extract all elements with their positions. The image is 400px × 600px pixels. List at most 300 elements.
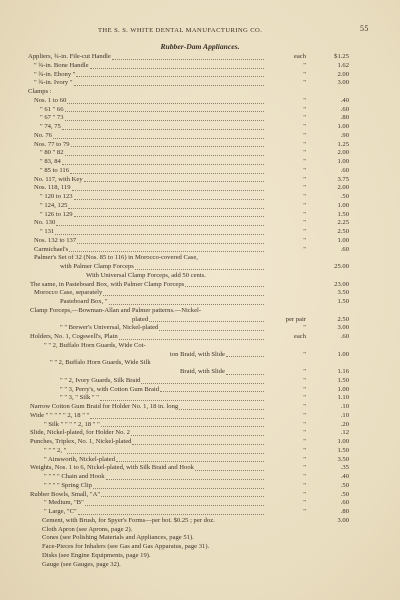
item-text: Holders, No. 1, Cogswell's, Plain xyxy=(30,333,118,340)
unit-mark: each xyxy=(293,333,306,340)
item-label xyxy=(42,517,306,526)
item-text: " 67 " 73 xyxy=(40,114,64,122)
unit-mark: " xyxy=(303,149,306,157)
price-row xyxy=(0,543,400,552)
item-label xyxy=(50,359,392,368)
item-label xyxy=(60,298,266,307)
price-row xyxy=(0,219,400,228)
dot-leader xyxy=(56,224,264,226)
item-label xyxy=(44,447,266,456)
item-price: 2.50 xyxy=(337,228,349,235)
price-row xyxy=(0,123,400,132)
item-label xyxy=(28,53,266,62)
item-label xyxy=(40,211,266,220)
item-text: " ¾-in. Ebony " xyxy=(34,70,76,78)
item-text: " 61 " 66 xyxy=(40,105,64,113)
item-label xyxy=(34,79,266,88)
unit-mark: " xyxy=(303,166,306,174)
price-row xyxy=(0,202,400,211)
dot-leader xyxy=(195,469,264,471)
item-text: Clamp Forceps,—Bowman-Allan and Palmer patterns.—Nickel- xyxy=(30,306,202,314)
unit-mark: " xyxy=(303,79,306,87)
unit-mark: " xyxy=(303,236,306,244)
item-label xyxy=(44,499,266,508)
item-text: Slide, Nickel-plated, for Holder No. 2 xyxy=(30,429,130,437)
item-text: Appliers, ¾-in. File-cut Handle xyxy=(28,53,111,60)
price-row xyxy=(0,114,400,123)
price-row xyxy=(0,517,400,526)
item-label xyxy=(60,386,266,395)
item-text: No. 130 xyxy=(34,219,56,227)
price-row xyxy=(0,464,400,473)
item-text: " 131 xyxy=(40,228,55,235)
page-header xyxy=(0,24,400,38)
dot-leader xyxy=(70,172,264,174)
price-row xyxy=(0,53,400,62)
item-price: 1.50 xyxy=(337,376,349,384)
unit-mark: " xyxy=(303,490,306,498)
item-text: " 83, 84 xyxy=(40,158,61,165)
price-row xyxy=(0,456,400,465)
item-price: .90 xyxy=(340,131,349,139)
item-label xyxy=(44,456,266,465)
dot-leader xyxy=(226,355,264,357)
item-price: .60 xyxy=(340,105,349,113)
dot-leader xyxy=(101,495,264,497)
price-row xyxy=(0,403,400,412)
item-text: " " 2, Ivory Guards, Silk Braid xyxy=(60,376,141,384)
item-text: ton Braid, with Slide xyxy=(170,350,225,358)
item-price: .60 xyxy=(340,166,349,174)
item-price: .80 xyxy=(340,508,349,515)
dot-leader xyxy=(76,75,264,77)
unit-mark: " xyxy=(303,105,306,113)
price-list xyxy=(0,53,400,569)
item-price: .50 xyxy=(340,481,349,489)
item-text: " 124, 125 xyxy=(40,201,68,209)
price-row xyxy=(0,158,400,167)
item-text: Disks (see Engine Equipments, page 19). xyxy=(42,551,151,559)
item-label xyxy=(60,263,266,272)
price-row xyxy=(0,246,400,255)
item-label xyxy=(42,526,392,535)
item-label xyxy=(34,289,266,298)
item-price: 1.00 xyxy=(337,236,349,244)
unit-mark: " xyxy=(303,324,306,332)
unit-mark: " xyxy=(303,455,306,463)
price-row xyxy=(0,482,400,491)
item-text: Cloth Apron (see Aprons, page 2). xyxy=(42,525,133,533)
unit-mark: " xyxy=(303,376,306,384)
price-row xyxy=(0,447,400,456)
unit-mark: " xyxy=(303,131,306,139)
price-row xyxy=(0,88,400,97)
item-price: 1.00 xyxy=(337,350,349,358)
item-label xyxy=(44,508,266,517)
dot-leader xyxy=(74,198,264,200)
item-price: 1.00 xyxy=(337,438,349,445)
item-price: 2.00 xyxy=(337,184,349,192)
price-row xyxy=(0,342,400,351)
unit-mark: " xyxy=(303,394,306,402)
price-row xyxy=(0,71,400,80)
price-row xyxy=(0,526,400,535)
item-label xyxy=(34,132,266,141)
dot-leader xyxy=(159,329,264,331)
item-text: Face-Pieces for Inhalers (see Gas and Gas Apparatus, page 31). xyxy=(42,543,210,550)
item-price: 2.25 xyxy=(337,219,349,227)
item-label xyxy=(34,219,266,228)
unit-mark: each xyxy=(293,53,306,60)
item-label xyxy=(30,333,266,342)
dot-leader xyxy=(65,154,264,156)
item-label xyxy=(34,184,266,193)
dot-leader xyxy=(149,320,264,322)
price-row xyxy=(0,79,400,88)
item-price: .12 xyxy=(340,429,349,437)
dot-leader xyxy=(101,425,264,427)
dot-leader xyxy=(160,390,264,392)
dot-leader xyxy=(78,513,264,515)
item-label xyxy=(34,71,266,80)
unit-mark: " xyxy=(303,114,306,122)
dot-leader xyxy=(106,478,264,480)
item-text: Palmer's Set of 32 (Nos. 85 to 116) in Morocco-covered Case, xyxy=(34,254,198,262)
unit-mark: per pair xyxy=(285,315,306,323)
item-price: .60 xyxy=(340,333,349,340)
item-text: Carmichael's xyxy=(34,245,69,253)
item-price: 23.00 xyxy=(334,280,349,288)
dot-leader xyxy=(74,215,264,217)
price-row xyxy=(0,359,400,368)
item-label xyxy=(40,202,266,211)
price-row xyxy=(0,228,400,237)
item-label xyxy=(40,193,266,202)
item-text: Weights, Nos. 1 to 6, Nickel-plated, with Silk Braid and Hook xyxy=(30,464,194,472)
item-label xyxy=(34,246,266,255)
unit-mark: " xyxy=(303,411,306,419)
item-price: 1.16 xyxy=(337,368,349,375)
price-row xyxy=(0,62,400,71)
unit-mark: " xyxy=(303,175,306,183)
price-row xyxy=(0,333,400,342)
item-text: " " 2, Buffalo Horn Guards, Wide Cot- xyxy=(44,341,146,349)
dot-leader xyxy=(119,338,264,340)
item-label xyxy=(40,106,266,115)
item-label xyxy=(30,281,266,290)
item-label xyxy=(60,377,266,386)
item-price: 2.00 xyxy=(337,149,349,157)
item-text: Gauge (see Gauges, page 32). xyxy=(42,560,121,568)
item-price: .10 xyxy=(340,411,349,419)
item-text: " 120 to 123 xyxy=(40,193,73,200)
dot-leader xyxy=(67,102,264,104)
price-row xyxy=(0,167,400,176)
unit-mark: " xyxy=(303,96,306,104)
unit-mark: " xyxy=(303,385,306,393)
price-row xyxy=(0,263,400,272)
price-row xyxy=(0,377,400,386)
dot-leader xyxy=(71,145,264,147)
item-price: 1.62 xyxy=(337,61,349,69)
item-text: Nos. 132 to 137 xyxy=(34,236,77,244)
item-label xyxy=(40,167,266,176)
item-price: .60 xyxy=(340,499,349,507)
price-row xyxy=(0,97,400,106)
item-price: 1.00 xyxy=(337,158,349,165)
item-price: .60 xyxy=(340,245,349,253)
price-row xyxy=(0,473,400,482)
dot-leader xyxy=(131,434,264,436)
price-row xyxy=(0,386,400,395)
price-row xyxy=(0,176,400,185)
price-row xyxy=(0,429,400,438)
unit-mark: " xyxy=(303,368,306,375)
item-label xyxy=(44,473,266,482)
dot-leader xyxy=(65,110,264,112)
item-price: 3.00 xyxy=(337,516,349,524)
price-row xyxy=(0,499,400,508)
unit-mark: " xyxy=(303,420,306,428)
dot-leader xyxy=(90,417,264,419)
item-label xyxy=(132,316,266,325)
unit-mark: " xyxy=(303,61,306,69)
price-row xyxy=(0,193,400,202)
item-price: .40 xyxy=(340,473,349,480)
unit-mark: " xyxy=(303,499,306,507)
dot-leader xyxy=(112,58,264,60)
unit-mark: " xyxy=(303,210,306,218)
price-row xyxy=(0,254,400,263)
dot-leader xyxy=(103,294,264,296)
price-row xyxy=(0,298,400,307)
section-title: Rubber-Dam Appliances. xyxy=(160,42,240,51)
item-label xyxy=(30,307,392,316)
item-text: " " 3, Perry's, with Cotton Gum Braid xyxy=(60,385,160,393)
item-price: 1.10 xyxy=(337,394,349,402)
item-label xyxy=(40,149,266,158)
dot-leader xyxy=(185,285,264,287)
unit-mark: " xyxy=(303,481,306,489)
item-text: No. 76 xyxy=(34,131,52,139)
running-head: THE S. S. WHITE DENTAL MANUFACTURING CO. xyxy=(98,27,263,34)
item-label xyxy=(44,482,266,491)
price-row xyxy=(0,438,400,447)
item-price: .35 xyxy=(340,464,349,472)
unit-mark: " xyxy=(303,228,306,235)
price-row xyxy=(0,368,400,377)
item-label xyxy=(44,342,392,351)
item-text: " Ainsworth, Nickel-plated xyxy=(44,455,115,463)
item-text: Nos. 77 to 79 xyxy=(34,140,70,148)
unit-mark: " xyxy=(303,508,306,515)
item-label xyxy=(42,561,392,570)
item-text: Nos. 118, 119 xyxy=(34,184,71,192)
item-label xyxy=(42,552,392,561)
dot-leader xyxy=(62,128,264,130)
item-label xyxy=(30,491,266,500)
dot-leader xyxy=(65,119,264,121)
item-label xyxy=(40,158,266,167)
item-label xyxy=(60,324,266,333)
dot-leader xyxy=(141,382,264,384)
price-row xyxy=(0,316,400,325)
item-text: " " 3, " Silk " " xyxy=(60,394,99,402)
dot-leader xyxy=(90,67,264,69)
dot-leader xyxy=(132,443,264,445)
unit-mark: " xyxy=(303,140,306,148)
item-price: 3.00 xyxy=(337,79,349,87)
item-text: With Universal Clamp Forceps, add 50 cents. xyxy=(86,271,206,279)
item-label xyxy=(30,429,266,438)
item-label xyxy=(30,464,266,473)
item-text: " Medium, "B" xyxy=(44,499,84,507)
item-label xyxy=(34,254,392,263)
unit-mark: " xyxy=(303,184,306,192)
item-label xyxy=(28,88,392,97)
unit-mark: " xyxy=(303,350,306,358)
item-label xyxy=(170,351,266,360)
dot-leader xyxy=(226,373,264,375)
item-price: .80 xyxy=(340,114,349,122)
item-label xyxy=(30,438,266,447)
item-text: Nos. 1 to 60 xyxy=(34,96,67,104)
item-text: Cement, with Brush, for Spyer's Forms—per bot. $0.25 ; per doz. xyxy=(42,516,215,524)
dot-leader xyxy=(109,303,264,305)
item-price: .50 xyxy=(340,193,349,200)
price-row xyxy=(0,289,400,298)
item-price: 1.50 xyxy=(337,298,349,305)
unit-mark: " xyxy=(303,158,306,165)
price-row xyxy=(0,552,400,561)
price-row xyxy=(0,211,400,220)
item-text: No. 117, with Key xyxy=(34,175,83,183)
item-text: " ¾-in. Ivory " xyxy=(34,79,73,87)
dot-leader xyxy=(68,207,264,209)
item-label xyxy=(42,534,392,543)
item-price: .10 xyxy=(340,403,349,410)
item-price: .20 xyxy=(340,420,349,428)
item-label xyxy=(180,368,266,377)
item-price: 2.00 xyxy=(337,70,349,78)
item-label xyxy=(30,412,266,421)
item-text: Morocco Case, separately xyxy=(34,289,103,297)
dot-leader xyxy=(53,137,264,139)
item-price: 3.50 xyxy=(337,455,349,463)
item-label xyxy=(34,176,266,185)
item-text: " Large, "C" xyxy=(44,508,77,515)
page-number: 55 xyxy=(360,24,369,33)
item-price: 25.00 xyxy=(334,263,349,270)
dot-leader xyxy=(84,180,264,182)
item-text: Rubber Bowls, Small, "A" xyxy=(30,490,101,498)
item-text: " 80 " 82 xyxy=(40,149,64,157)
item-label xyxy=(40,114,266,123)
item-label xyxy=(34,62,266,71)
item-text: Narrow Cotton Gum Braid for Holder No. 1, 18 in. long xyxy=(30,403,179,410)
item-text: " ¾-in. Bone Handle xyxy=(34,61,89,69)
price-row xyxy=(0,149,400,158)
item-label xyxy=(44,421,266,430)
price-row xyxy=(0,534,400,543)
unit-mark: " xyxy=(303,70,306,78)
item-text: " " " " Chain and Hook xyxy=(44,473,105,480)
item-label xyxy=(60,394,266,403)
item-price: 3.75 xyxy=(337,175,349,183)
price-row xyxy=(0,394,400,403)
item-price: 1.00 xyxy=(337,123,349,130)
item-label xyxy=(40,123,266,132)
unit-mark: " xyxy=(303,123,306,130)
item-price: 1.50 xyxy=(337,210,349,218)
item-price: 2.50 xyxy=(337,315,349,323)
item-label xyxy=(86,272,392,281)
dot-leader xyxy=(62,163,264,165)
dot-leader xyxy=(55,233,264,235)
price-row xyxy=(0,491,400,500)
item-label xyxy=(34,237,266,246)
unit-mark: " xyxy=(303,201,306,209)
price-row xyxy=(0,307,400,316)
item-text: with Palmer Clamp Forceps xyxy=(60,263,134,270)
item-text: Pasteboard Box, " xyxy=(60,298,108,305)
price-row xyxy=(0,141,400,150)
price-row xyxy=(0,272,400,281)
price-row xyxy=(0,106,400,115)
item-text: " " Brewer's Universal, Nickel-plated xyxy=(60,324,159,332)
price-row xyxy=(0,561,400,570)
price-row xyxy=(0,412,400,421)
unit-mark: " xyxy=(303,193,306,200)
price-row xyxy=(0,508,400,517)
price-row xyxy=(0,132,400,141)
price-row xyxy=(0,281,400,290)
item-text: Cones (see Polishing Materials and Appliances, page 51). xyxy=(42,534,194,542)
price-row xyxy=(0,351,400,360)
item-text: " 74, 75 xyxy=(40,123,61,130)
item-text: " " 2, Buffalo Horn Guards, Wide Silk xyxy=(50,359,151,367)
unit-mark: " xyxy=(303,403,306,410)
item-text: " 85 to 116 xyxy=(40,166,70,174)
unit-mark: " xyxy=(303,473,306,480)
unit-mark: " xyxy=(303,446,306,454)
item-text: Clamps : xyxy=(28,88,52,95)
unit-mark: " xyxy=(303,464,306,472)
item-price: .50 xyxy=(340,490,349,498)
dot-leader xyxy=(67,452,264,454)
dot-leader xyxy=(74,84,264,86)
item-label xyxy=(40,228,266,237)
dot-leader xyxy=(77,242,264,244)
dot-leader xyxy=(93,487,264,489)
item-label xyxy=(34,97,266,106)
item-text: " Silk " " " " 2, 18 " " xyxy=(44,420,100,428)
unit-mark: " xyxy=(303,245,306,253)
item-text: plated xyxy=(132,315,149,323)
dot-leader xyxy=(135,268,264,270)
item-label xyxy=(42,543,392,552)
item-price: $1.25 xyxy=(334,53,349,60)
item-price: 1.50 xyxy=(337,446,349,454)
item-text: Punches, Triplex, No. 1, Nickel-plated xyxy=(30,438,132,445)
dot-leader xyxy=(72,189,264,191)
dot-leader xyxy=(116,460,264,462)
price-row xyxy=(0,324,400,333)
dot-leader xyxy=(69,250,264,252)
unit-mark: " xyxy=(303,219,306,227)
item-label xyxy=(30,403,266,412)
item-text: " 126 to 129 xyxy=(40,210,73,218)
